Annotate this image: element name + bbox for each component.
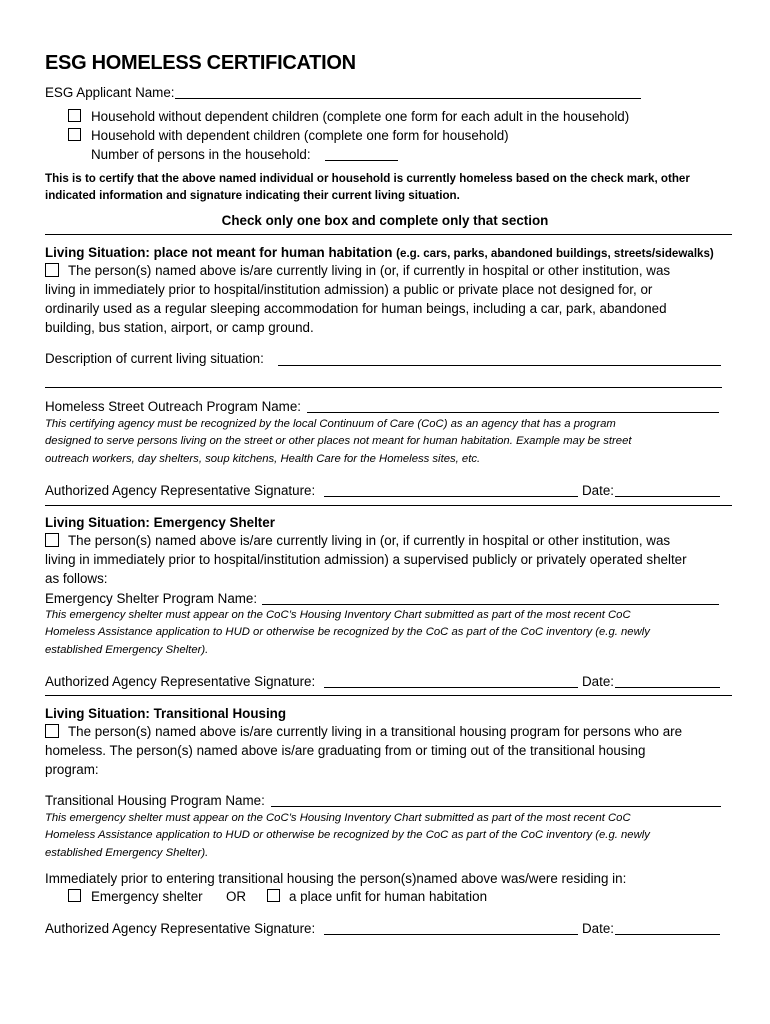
section1-text-line: building, bus station, airport, or camp ground.: [45, 320, 314, 335]
household-with-children-checkbox[interactable]: [68, 128, 81, 141]
household-without-children-checkbox[interactable]: [68, 109, 81, 122]
description-field-line2[interactable]: [45, 387, 722, 388]
household-with-children-label: Household with dependent children (complete one form for household): [91, 128, 509, 143]
section1-note-line: This certifying agency must be recognized by the local Continuum of Care (CoC) as an agency that has a program: [45, 418, 616, 430]
section2-note-line: Homeless Assistance application to HUD or otherwise be recognized by the CoC as part of the CoC inventory (e.g. newly: [45, 626, 650, 638]
section1-note-line: designed to serve persons living on the street or other places not meant for human habitation. Example may be street: [45, 435, 632, 447]
section3-text-line: program:: [45, 762, 99, 777]
description-label: Description of current living situation:: [45, 351, 264, 366]
section1-text-line: living in immediately prior to hospital/institution admission) a public or private place not designed for, or: [45, 282, 653, 297]
emergency-shelter-label: Emergency shelter: [91, 889, 203, 904]
section2-text-line: living in immediately prior to hospital/institution admission) a supervised publicly or privately operated shelter: [45, 552, 687, 567]
persons-count-field[interactable]: [325, 160, 398, 161]
section3-note-line: This emergency shelter must appear on the CoC’s Housing Inventory Chart submitted as part of the most recent CoC: [45, 812, 631, 824]
section3-signature-field[interactable]: [324, 934, 578, 935]
section1-text-line: The person(s) named above is/are currently living in (or, if currently in hospital or other institution, was: [68, 263, 671, 278]
section2-signature-label: Authorized Agency Representative Signature:: [45, 674, 316, 689]
household-without-children-label: Household without dependent children (complete one form for each adult in the household): [91, 109, 630, 124]
section1-note-line: outreach workers, day shelters, soup kitchens, Health Care for the Homeless sites, etc.: [45, 453, 481, 465]
section1-checkbox[interactable]: [45, 263, 59, 277]
section1-date-label: Date:: [582, 483, 615, 498]
transitional-program-field[interactable]: [271, 806, 721, 807]
unfit-place-label: a place unfit for human habitation: [289, 889, 488, 904]
section2-text-line: as follows:: [45, 571, 108, 586]
section2-date-label: Date:: [582, 674, 615, 689]
section3-date-field[interactable]: [615, 934, 720, 935]
applicant-name-field[interactable]: [175, 98, 641, 99]
unfit-place-checkbox[interactable]: [267, 889, 280, 902]
prior-residence-label: Immediately prior to entering transitional housing the person(s)named above was/were residing in:: [45, 871, 627, 886]
certify-text-line: indicated information and signature indicating their current living situation.: [45, 189, 460, 202]
section3-note-line: established Emergency Shelter).: [45, 847, 209, 859]
certify-text-line: This is to certify that the above named individual or household is currently homeless based on the check mark, other: [45, 172, 690, 185]
section-divider: [45, 695, 732, 696]
section2-heading: Living Situation: Emergency Shelter: [45, 515, 275, 530]
outreach-program-label: Homeless Street Outreach Program Name:: [45, 399, 302, 414]
description-field-line1[interactable]: [278, 365, 721, 366]
applicant-name-label: ESG Applicant Name:: [45, 85, 175, 100]
section-divider: [45, 234, 732, 235]
section1-text-line: ordinarily used as a regular sleeping accommodation for human beings, including a car, park, abandoned: [45, 301, 667, 316]
section3-note-line: Homeless Assistance application to HUD or otherwise be recognized by the CoC as part of the CoC inventory (e.g. newly: [45, 829, 650, 841]
persons-count-label: Number of persons in the household:: [91, 147, 311, 162]
section1-heading-note: (e.g. cars, parks, abandoned buildings, streets/sidewalks): [396, 247, 714, 260]
section3-text-line: The person(s) named above is/are currently living in a transitional housing program for persons who are: [68, 724, 683, 739]
shelter-program-field[interactable]: [262, 604, 719, 605]
section1-heading: [45, 244, 714, 262]
section2-date-field[interactable]: [615, 687, 720, 688]
section2-signature-field[interactable]: [324, 687, 578, 688]
section3-heading: Living Situation: Transitional Housing: [45, 706, 287, 721]
section2-note-line: established Emergency Shelter).: [45, 644, 209, 656]
section1-date-field[interactable]: [615, 496, 720, 497]
section2-text-line: The person(s) named above is/are currently living in (or, if currently in hospital or other institution, was: [68, 533, 671, 548]
section1-signature-field[interactable]: [324, 496, 578, 497]
or-label: OR: [226, 889, 247, 904]
shelter-program-label: Emergency Shelter Program Name:: [45, 591, 258, 606]
section3-text-line: homeless. The person(s) named above is/are graduating from or timing out of the transitional housing: [45, 743, 646, 758]
emergency-shelter-checkbox[interactable]: [68, 889, 81, 902]
section3-date-label: Date:: [582, 921, 615, 936]
section-divider: [45, 505, 732, 506]
section1-heading-text: Living Situation: place not meant for human habitation: [45, 245, 393, 260]
page-title: ESG HOMELESS CERTIFICATION: [45, 52, 356, 74]
section1-signature-label: Authorized Agency Representative Signature:: [45, 483, 316, 498]
section3-signature-label: Authorized Agency Representative Signature:: [45, 921, 316, 936]
outreach-program-field[interactable]: [307, 412, 719, 413]
section2-checkbox[interactable]: [45, 533, 59, 547]
section2-note-line: This emergency shelter must appear on the CoC’s Housing Inventory Chart submitted as part of the most recent CoC: [45, 609, 631, 621]
section3-checkbox[interactable]: [45, 724, 59, 738]
check-one-instruction: Check only one box and complete only that section: [221, 213, 549, 228]
transitional-program-label: Transitional Housing Program Name:: [45, 793, 265, 808]
